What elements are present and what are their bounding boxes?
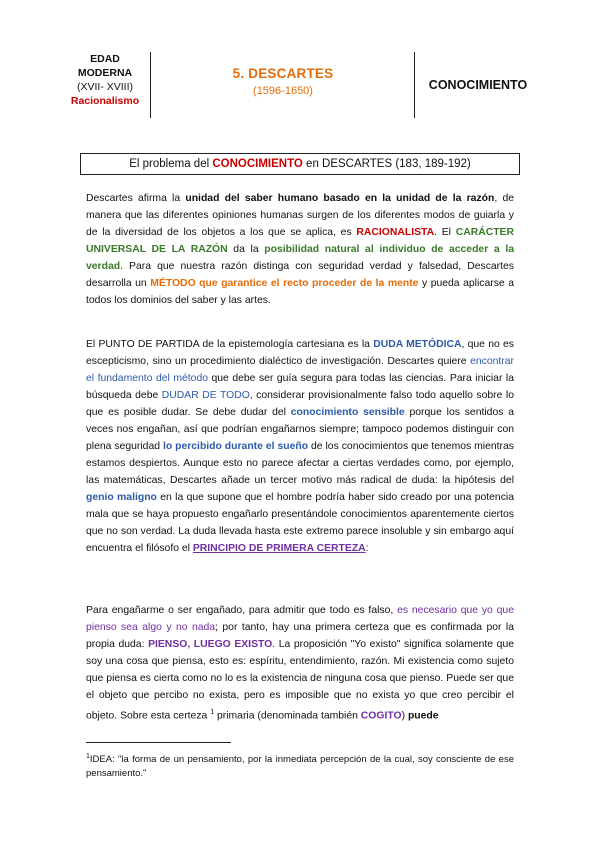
- p3-text: primaria (denominada también: [214, 710, 361, 722]
- p2-text: :: [365, 543, 369, 554]
- p2-sensible: conocimiento sensible: [290, 407, 405, 418]
- header: [60, 52, 540, 118]
- p2-text: El PUNTO DE PARTIDA de la epistemología cartesiana es la: [86, 339, 374, 350]
- footnote-text: IDEA: "la forma de un pensamiento, por la inmediata percepción de la cual, soy consciente de ese pensamiento.": [86, 754, 514, 780]
- p2-text: , considerar provisionalmente falso todo aquello sobre lo que es posible dudar. Se debe dudar del: [86, 390, 515, 418]
- p1-posibilidad: posibilidad natural al individuo de acceder a la verdad: [86, 244, 515, 272]
- author-dates: (1596-1650): [253, 85, 313, 97]
- p2-text: en la que supone que el hombre podría haber sido creado por una potencia mala que se haya propuesto engañarlo presentándole conocimientos aparentemente ciertos que no son verdad. La duda llevada hasta este extremo parece insoluble y sin embargo aquí encuentra el filósofo el: [86, 492, 514, 554]
- p3-text: ; por tanto, hay una primera certeza que es confirmada por la propia duda:: [86, 622, 514, 650]
- p2-principio: PRINCIPIO DE PRIMERA CERTEZA: [192, 543, 366, 554]
- p1-text: y pueda aplicarse a todos los dominios del saber y las artes.: [86, 278, 514, 306]
- p3-text: ): [401, 710, 408, 722]
- topic-after: en DESCARTES (183, 189-192): [302, 158, 471, 170]
- header-divider-right: [414, 52, 415, 118]
- p3-necesario: es necesario que yo que pienso sea algo y no nada: [86, 605, 514, 633]
- footnote: [86, 750, 514, 781]
- period-line1: EDAD: [90, 53, 120, 65]
- p2-dudar: DUDAR DE TODO: [161, 390, 250, 401]
- p1-text: da la: [227, 244, 265, 255]
- p3-puede: puede: [407, 710, 439, 722]
- p2-text: de los conocimientos que tenemos mientras estamos despiertos. Aunque esto no parece afectar a ciertas verdades como, por ejemplo, las matemáticas, Descartes añade un tercer motivo más radical de duda: la hipótesis del: [86, 441, 514, 486]
- topic-before: El problema del: [129, 158, 213, 170]
- p2-text: , que no es escepticismo, sino un procedimiento dialéctico de investigación. Descartes quiere: [86, 339, 514, 367]
- period-line2: MODERNA: [77, 67, 133, 79]
- p1-text: , de manera que las diferentes opiniones humanas surgen de los diferentes modos de guiarla y de la diversidad de los objetos a los que se aplica, es: [86, 193, 515, 238]
- p3-cogito: COGITO: [360, 710, 402, 722]
- header-divider-left: [150, 52, 151, 118]
- p3-text: Para engañarme o ser engañado, para admitir que todo es falso,: [86, 605, 398, 616]
- p1-text: . El: [434, 227, 456, 238]
- header-period: [60, 52, 150, 108]
- footnote-divider: [86, 742, 231, 743]
- topic-box: [80, 153, 520, 175]
- author-title: 5. DESCARTES: [232, 66, 334, 81]
- period-line3: (XVII- XVIII): [76, 81, 133, 93]
- p2-duda-metodica: DUDA METÓDICA: [373, 339, 462, 350]
- p1-text: Descartes afirma la: [86, 193, 186, 204]
- footnote-mark: 1: [86, 753, 90, 760]
- header-section: CONOCIMIENTO: [428, 78, 528, 92]
- p2-text: que debe ser guía segura para todas las ciencias. Para iniciar la búsqueda debe: [86, 373, 514, 401]
- paragraph-2: [86, 336, 514, 557]
- p3-text: . La proposición "Yo existo" significa solamente que soy una cosa que piensa, esto es: espíritu, entendimiento, razón. Mi existencia como sujeto que piensa es cierta como no lo es la existencia de ninguna cosa que pienso. Puede ser que el objeto que percibo no exista, pero es imposible que no exista yo que creo percibir el objeto. Sobre esta certeza: [86, 639, 514, 722]
- topic-highlight: CONOCIMIENTO: [212, 158, 303, 170]
- p1-bold: unidad del saber humano basado en la unidad de la razón: [185, 193, 495, 204]
- footnote-ref[interactable]: 1: [210, 709, 215, 716]
- period-line4: Racionalismo: [70, 95, 140, 107]
- paragraph-1: [86, 190, 514, 309]
- p2-sueno: lo percibido durante el sueño: [162, 441, 309, 452]
- header-author: [152, 66, 414, 97]
- p1-racionalista: RACIONALISTA: [356, 227, 435, 238]
- p2-genio: genio maligno: [86, 492, 157, 503]
- p3-pienso: PIENSO, LUEGO EXISTO: [148, 639, 273, 650]
- p1-text: . Para que nuestra razón distinga con seguridad verdad y falsedad, Descartes desarrolla un: [86, 261, 514, 289]
- p2-fundamento: encontrar el fundamento del método: [86, 356, 514, 384]
- p1-caracter: CARÁCTER UNIVERSAL DE LA RAZÓN: [86, 227, 514, 255]
- p1-metodo: MÉTODO que garantice el recto proceder de la mente: [150, 278, 419, 289]
- p2-text: porque los sentidos a veces nos engañan, así que podrían engañarnos siempre; tampoco podemos distinguir con plena seguridad: [86, 407, 515, 452]
- paragraph-3: [86, 602, 514, 724]
